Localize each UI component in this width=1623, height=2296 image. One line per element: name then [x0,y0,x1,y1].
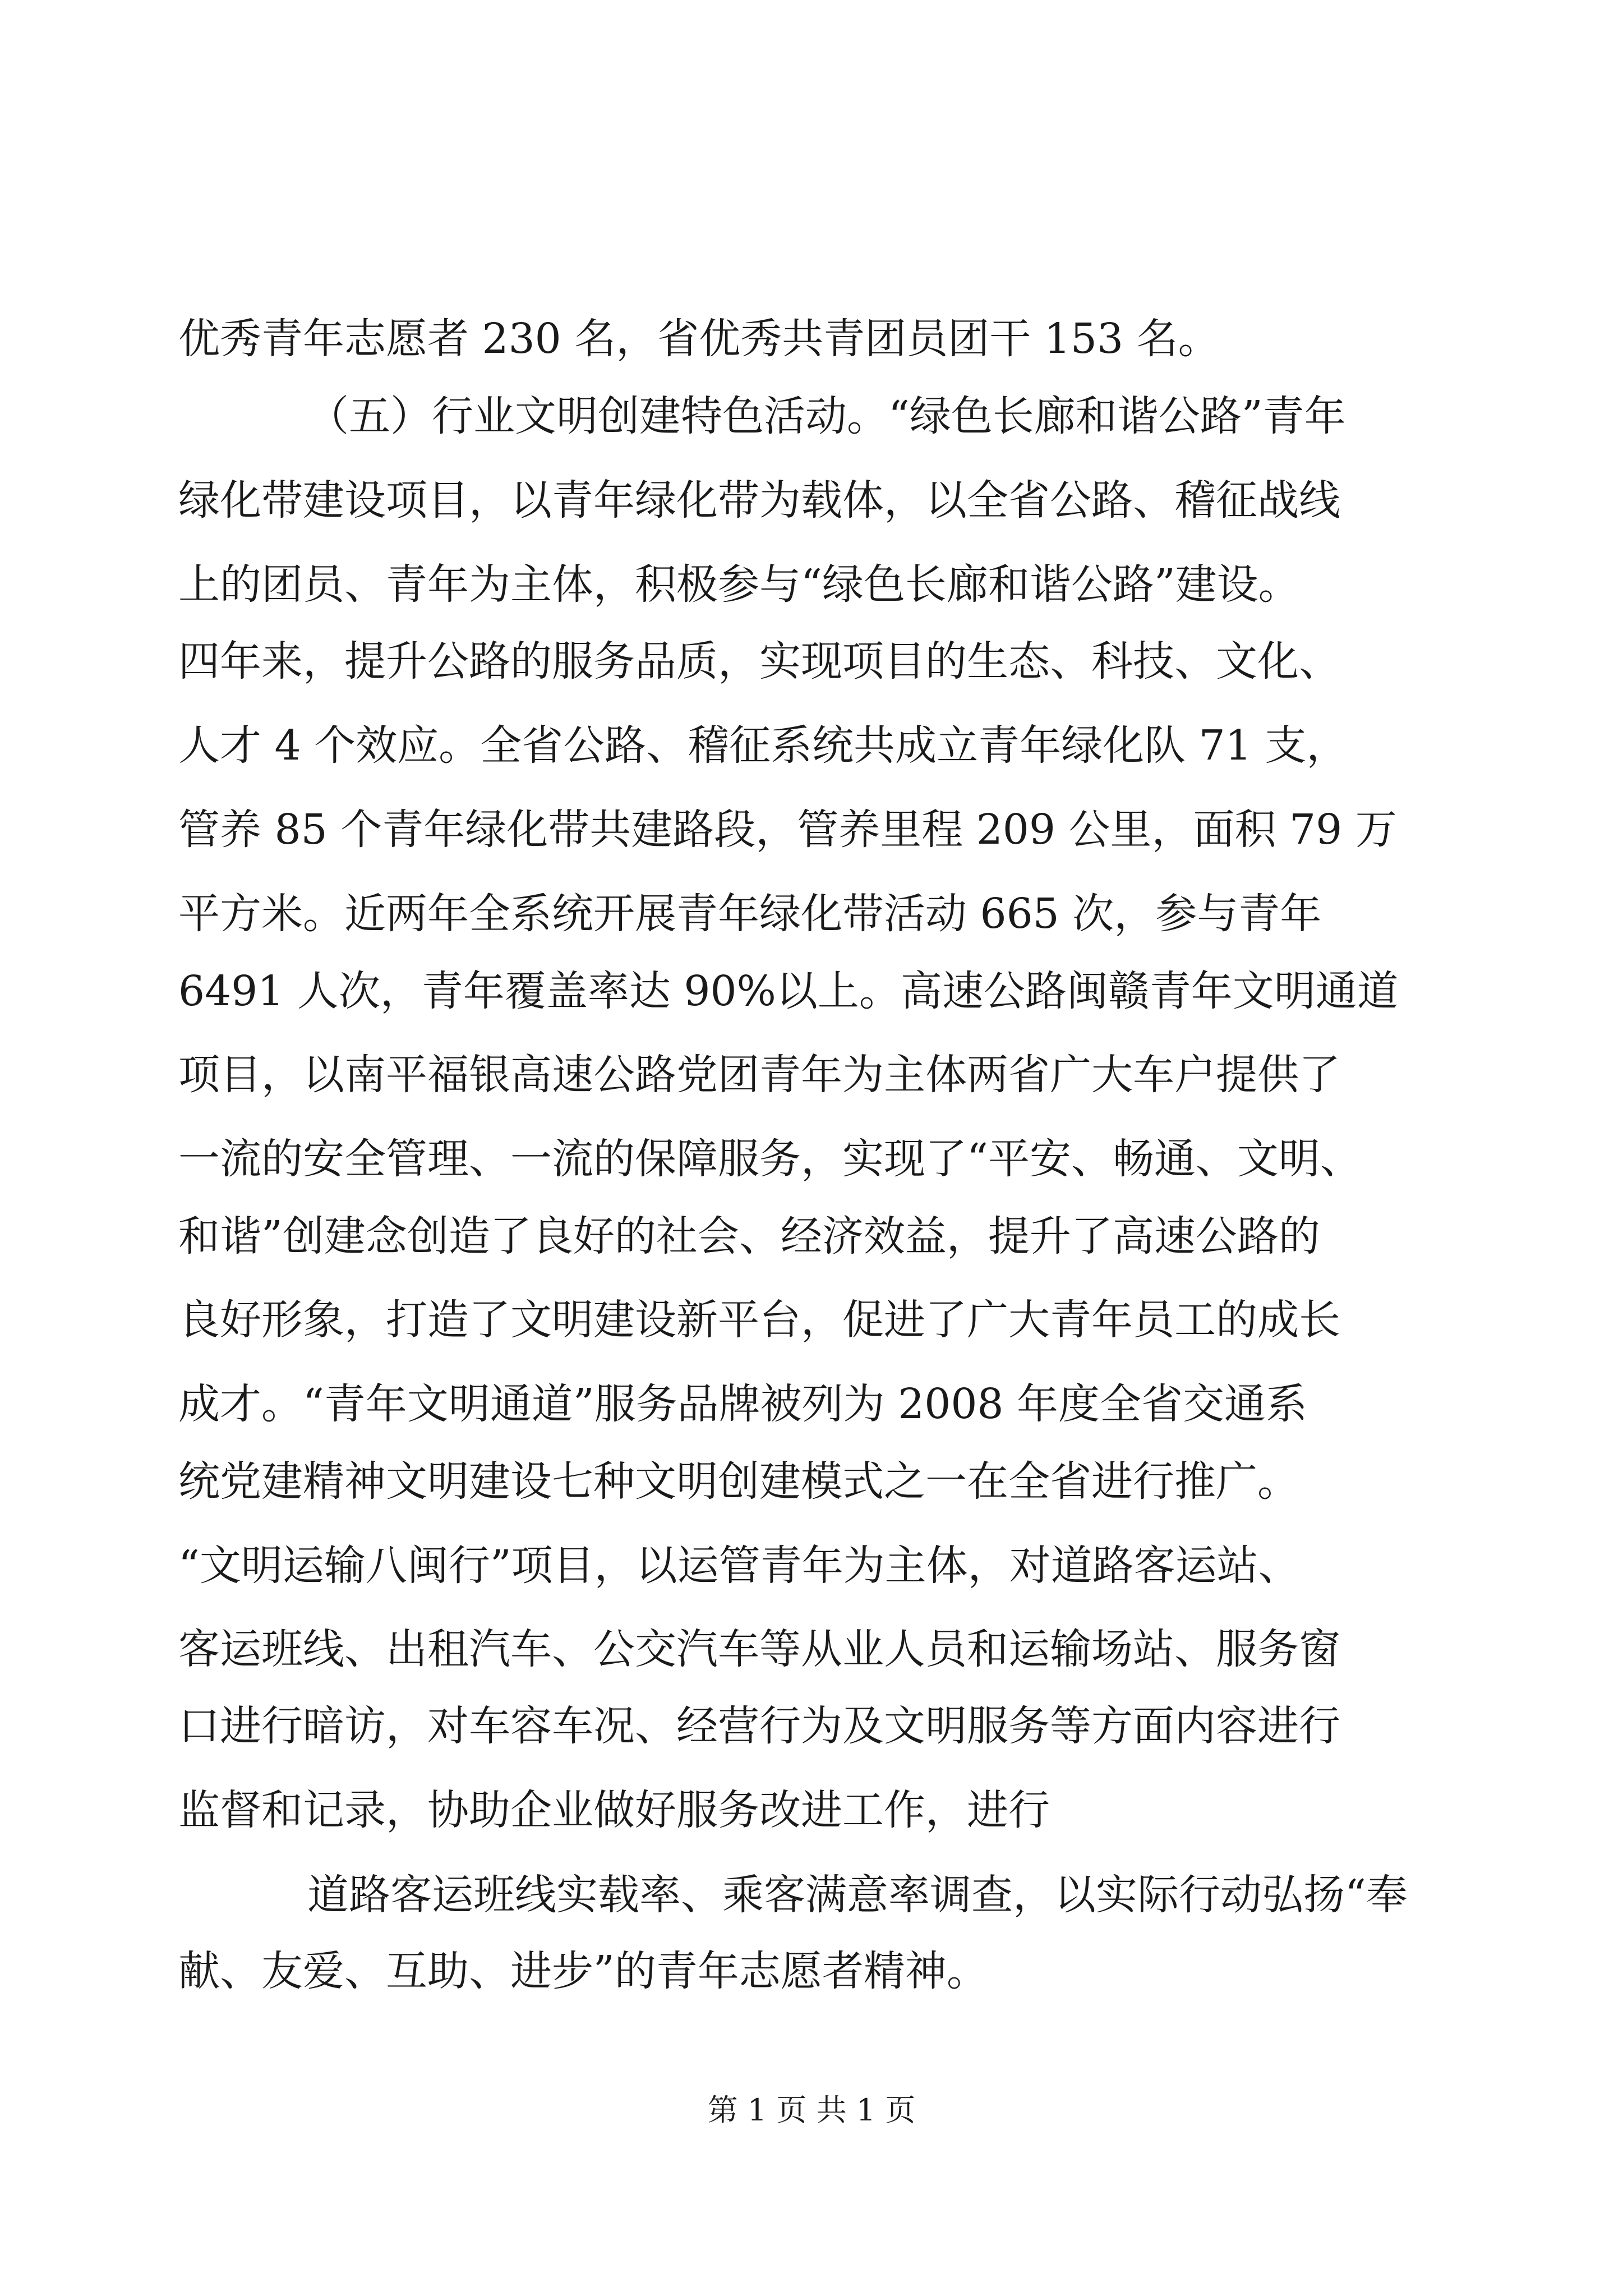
text-line-2: （五）行业文明创建特色活动。“绿色长廊和谐公路”青年 [307,392,1346,440]
text-line-6: 人才 4 个效应。全省公路、稽征系统共成立青年绿化队 71 支， [178,721,1348,770]
text-line-17: 客运班线、出租汽车、公交汽车等从业人员和运输场站、服务窗 [178,1625,1340,1673]
text-line-12: 和谐”创建念创造了良好的社会、经济效益，提升了高速公路的 [178,1212,1320,1260]
text-line-20: 道路客运班线实载率、乘客满意率调查，以实际行动弘扬“奉 [307,1871,1408,1919]
text-line-7: 管养 85 个青年绿化带共建路段，管养里程 209 公里，面积 79 万 [178,806,1397,854]
text-line-9: 6491 人次，青年覆盖率达 90%以上。高速公路闽赣青年文明通道 [178,967,1399,1015]
page-number-footer: 第 1 页 共 1 页 [707,2092,916,2128]
text-line-10: 项目，以南平福银高速公路党团青年为主体两省广大车户提供了 [178,1051,1340,1099]
text-line-21: 献、友爱、互助、进步”的青年志愿者精神。 [178,1947,988,1995]
text-line-1: 优秀青年志愿者 230 名，省优秀共青团员团干 153 名。 [178,315,1220,363]
text-line-14: 成才。“青年文明通道”服务品牌被列为 2008 年度全省交通系 [178,1380,1308,1428]
text-line-16: “文明运输八闽行”项目，以运管青年为主体，对道路客运站、 [178,1542,1300,1590]
text-line-15: 统党建精神文明建设七种文明创建模式之一在全省进行推广。 [178,1457,1299,1506]
text-line-13: 良好形象，打造了文明建设新平台，促进了广大青年员工的成长 [178,1296,1340,1344]
text-line-19: 监督和记录，协助企业做好服务改进工作，进行 [178,1786,1050,1834]
text-line-3: 绿化带建设项目，以青年绿化带为载体，以全省公路、稽征战线 [178,476,1340,524]
text-line-8: 平方米。近两年全系统开展青年绿化带活动 665 次，参与青年 [178,890,1322,938]
text-line-11: 一流的安全管理、一流的保障服务，实现了“平安、畅通、文明、 [178,1135,1362,1183]
text-line-5: 四年来，提升公路的服务品质，实现项目的生态、科技、文化、 [178,637,1340,685]
text-line-4: 上的团员、青年为主体，积极参与“绿色长廊和谐公路”建设。 [178,560,1300,609]
text-line-18: 口进行暗访，对车容车况、经营行为及文明服务等方面内容进行 [178,1702,1340,1750]
